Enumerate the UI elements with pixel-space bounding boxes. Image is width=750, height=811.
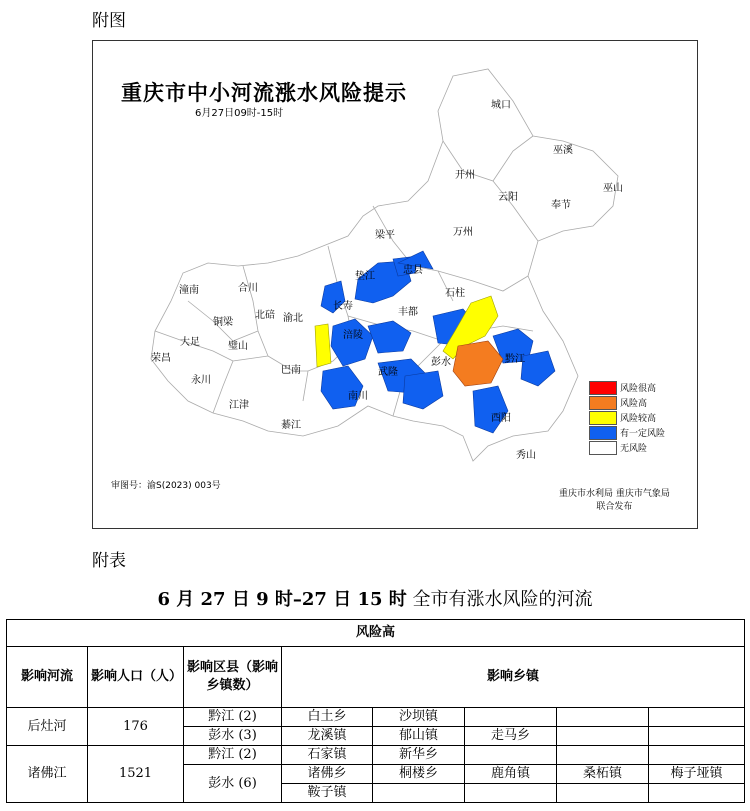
label-youyang: 酉阳	[491, 413, 511, 424]
cell-district: 黔江 (2)	[184, 708, 282, 727]
label-banan: 巴南	[281, 365, 301, 376]
label-beibei: 北碚	[255, 310, 275, 321]
cell-town: 石家镇	[282, 746, 373, 765]
cell-town	[465, 708, 557, 727]
col-towns: 影响乡镇	[282, 647, 745, 708]
cell-town: 桑柘镇	[557, 765, 649, 784]
risk-map	[92, 40, 698, 529]
label-wushan: 巫山	[603, 183, 623, 194]
legend-label: 有一定风险	[620, 429, 666, 439]
legend-label: 无风险	[620, 444, 648, 454]
label-shizhu: 石柱	[445, 288, 465, 299]
cell-town	[557, 708, 649, 727]
label-fengdu: 丰都	[398, 307, 418, 318]
label-yunyang: 云阳	[498, 192, 518, 203]
cell-town: 郁山镇	[373, 727, 465, 746]
legend-label: 风险很高	[620, 384, 657, 394]
credit-line-2: 联合发布	[596, 502, 633, 512]
label-kaizhou: 开州	[455, 170, 475, 181]
label-qijiang: 綦江	[281, 420, 301, 431]
cell-town	[557, 727, 649, 746]
cell-town	[649, 727, 745, 746]
label-hechuan: 合川	[238, 283, 258, 294]
label-wuxi: 巫溪	[553, 145, 573, 156]
legend-item	[589, 425, 665, 440]
risk-area-changshou	[315, 324, 331, 367]
label-wanzhou: 万州	[453, 227, 473, 238]
cell-town: 梅子垭镇	[649, 765, 745, 784]
cell-district: 彭水 (3)	[184, 727, 282, 746]
cell-town: 新华乡	[373, 746, 465, 765]
label-xiushan: 秀山	[516, 450, 536, 461]
cell-population: 1521	[88, 746, 184, 803]
legend-item	[589, 380, 665, 395]
label-fuling: 涪陵	[343, 330, 363, 341]
label-tongnan: 潼南	[179, 285, 199, 296]
legend-swatch	[589, 396, 617, 410]
legend-swatch	[589, 381, 617, 395]
label-liangping: 梁平	[375, 230, 395, 241]
col-population: 影响人口（人）	[88, 647, 184, 708]
cell-town	[557, 784, 649, 803]
legend-item	[589, 395, 665, 410]
risk-band-header: 风险高	[7, 620, 745, 647]
label-changshou: 长寿	[333, 301, 353, 312]
label-dianjiang: 垫江	[355, 271, 375, 282]
legend-label: 风险较高	[620, 414, 657, 424]
label-tongliang: 铜梁	[213, 317, 233, 328]
map-credit	[559, 488, 670, 514]
col-district: 影响区县（影响乡镇数）	[184, 647, 282, 708]
risk-table	[6, 619, 745, 803]
label-bishan: 璧山	[228, 341, 248, 352]
table-title-date: 6 月 27 日 9 时–27 日 15 时	[157, 589, 407, 610]
table-row	[7, 746, 745, 765]
label-yubei: 渝北	[283, 313, 303, 324]
table-title	[0, 585, 750, 611]
cell-population: 176	[88, 708, 184, 746]
col-river: 影响河流	[7, 647, 88, 708]
label-wulong: 武隆	[378, 367, 398, 378]
table-title-suffix: 全市有涨水风险的河流	[406, 589, 593, 610]
legend-swatch	[589, 441, 617, 455]
cell-town: 鹿角镇	[465, 765, 557, 784]
label-pengshui: 彭水	[431, 357, 451, 368]
cell-town	[649, 746, 745, 765]
cell-town: 鞍子镇	[282, 784, 373, 803]
cell-town	[649, 784, 745, 803]
label-dazu: 大足	[180, 337, 200, 348]
label-fengjie: 奉节	[551, 200, 571, 211]
cell-district: 黔江 (2)	[184, 746, 282, 765]
cell-town	[649, 708, 745, 727]
label-rongchang: 荣昌	[151, 353, 171, 364]
map-legend	[589, 380, 665, 455]
cell-town	[373, 784, 465, 803]
label-chengkou: 城口	[491, 100, 511, 111]
review-number: 审图号：渝S(2023) 003号	[111, 481, 221, 491]
label-nanchuan: 南川	[348, 391, 368, 402]
cell-river: 后灶河	[7, 708, 88, 746]
cell-town: 沙坝镇	[373, 708, 465, 727]
cell-town: 白土乡	[282, 708, 373, 727]
cell-town: 龙溪镇	[282, 727, 373, 746]
map-title: 重庆市中小河流涨水风险提示	[121, 81, 407, 105]
credit-line-1: 重庆市水利局 重庆市气象局	[559, 489, 670, 499]
legend-swatch	[589, 411, 617, 425]
legend-swatch	[589, 426, 617, 440]
cell-district: 彭水 (6)	[184, 765, 282, 803]
table-heading: 附表	[92, 551, 126, 571]
legend-label: 风险高	[620, 399, 648, 409]
label-yongchuan: 永川	[191, 375, 211, 386]
cell-river: 诸佛江	[7, 746, 88, 803]
label-zhongxian: 忠县	[403, 265, 423, 276]
map-subtitle: 6月27日09时-15时	[195, 108, 284, 119]
cell-town	[557, 746, 649, 765]
legend-item	[589, 410, 665, 425]
label-jiangjin: 江津	[229, 400, 249, 411]
legend-item	[589, 440, 665, 455]
cell-town	[465, 746, 557, 765]
cell-town: 桐楼乡	[373, 765, 465, 784]
cell-town: 诸佛乡	[282, 765, 373, 784]
label-qianjiang: 黔江	[505, 354, 525, 365]
figure-heading: 附图	[92, 11, 126, 31]
table-row	[7, 708, 745, 727]
cell-town: 走马乡	[465, 727, 557, 746]
cell-town	[465, 784, 557, 803]
